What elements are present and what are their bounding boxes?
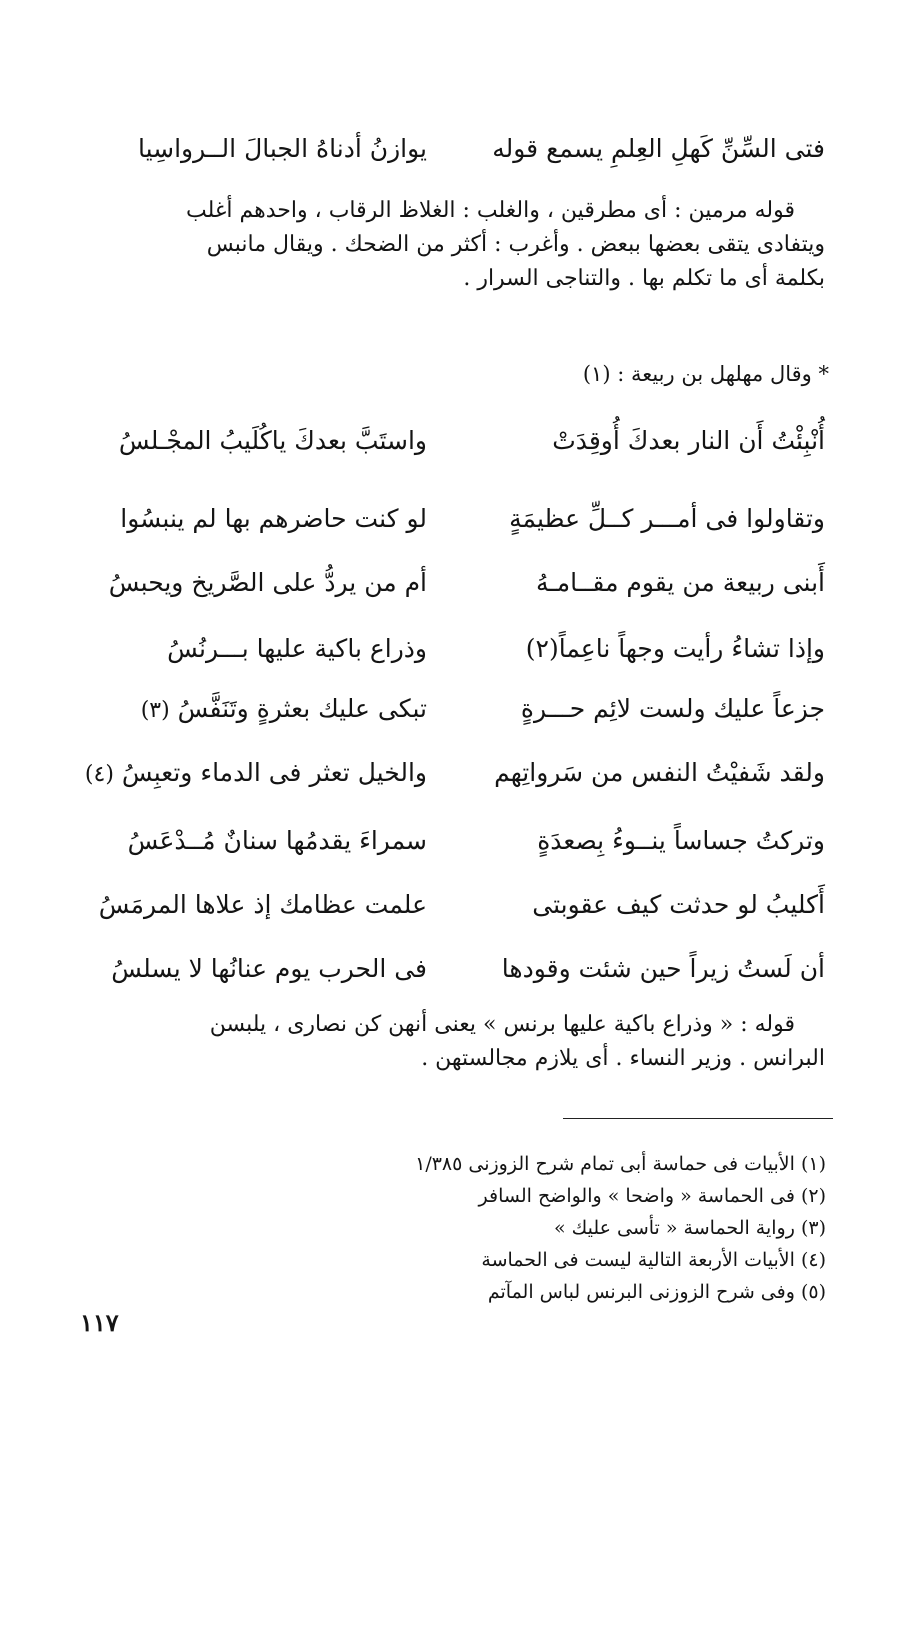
poem-verse	[70, 496, 825, 540]
verse-first-hemistich: جزعاً عليك ولست لائِم حـــرةٍ	[520, 693, 825, 723]
footnote: (٥) وفى شرح الزوزنى البرنس لباس المآتم	[487, 1281, 826, 1303]
commentary-paragraph	[70, 194, 825, 296]
verse-second-hemistich: والخيل تعثر فى الدماء وتعبِسُ (٤)	[84, 757, 427, 787]
poem-verse	[70, 818, 825, 862]
verse-second-hemistich: تبكى عليك بعثرةٍ وتَنَفَّسُ (٣)	[140, 693, 427, 723]
verse-second-hemistich: واستَبَّ بعدكَ ياكُلَيبُ المجْـلسُ	[118, 425, 427, 455]
verse-first-hemistich: وتركتُ جساساً ينــوءُ بِصعدَةٍ	[537, 825, 825, 855]
verse-first-hemistich: ولقد شَفيْتُ النفس من سَرواتِهم	[494, 757, 825, 787]
poem-verse	[70, 686, 825, 730]
poem-intro: * وقال مهلهل بن ربيعة : (١)	[582, 362, 829, 386]
commentary-line: قوله : « وذراع باكية عليها برنس » يعنى أنهن كن نصارى ، يلبسن	[209, 1012, 795, 1037]
poem-verse	[70, 882, 825, 926]
footnote: (٢) فى الحماسة « واضحا » والواضح السافر	[478, 1185, 826, 1207]
verse-second-hemistich: لو كنت حاضرهم بها لم ينبسُوا	[120, 503, 427, 533]
verse-second-hemistich: وذراع باكية عليها بـــرنُسُ	[167, 633, 427, 663]
verse-first-hemistich: فتى السِّنِّ كَهلِ العِلمِ يسمع قوله	[492, 133, 825, 163]
verse-second-hemistich: يوازنُ أدناهُ الجبالَ الــرواسِيا	[137, 133, 427, 163]
verse-first-hemistich: وتقاولوا فى أمـــر كــلِّ عظيمَةٍ	[509, 503, 825, 533]
verse-first-hemistich: أَبنى ربيعة من يقوم مقــامـهُ	[536, 567, 825, 597]
footnotes	[266, 1148, 826, 1308]
verse-first-hemistich: وإذا تشاءُ رأيت وجهاً ناعِماً(٢)	[525, 633, 825, 663]
page-number: ١١٧	[80, 1308, 119, 1337]
verse-second-hemistich: فى الحرب يوم عنانُها لا يسلسُ	[111, 953, 427, 983]
verse-first-hemistich: أُنْبِئْتُ أَن النار بعدكَ أُوقِدَتْ	[552, 425, 825, 455]
footnote-marker: (٣)	[140, 697, 170, 723]
verse-second-hemistich: سمراءَ يقدمُها سنانٌ مُــدْعَسُ	[127, 825, 427, 855]
footnote: (٤) الأبيات الأربعة التالية ليست فى الحماسة	[481, 1249, 826, 1271]
verse-second-hemistich: علمت عظامك إذ علاها المرمَسُ	[98, 889, 427, 919]
poem-verse	[70, 418, 825, 462]
poem-verse	[70, 750, 825, 794]
verse-first-hemistich: أن لَستُ زيراً حين شئت وقودها	[501, 953, 825, 983]
footnote-separator	[563, 1118, 833, 1119]
commentary-line: قوله مرمين : أى مطرقين ، والغلب : الغلاظ الرقاب ، واحدهم أغلب	[186, 198, 795, 223]
poem-verse	[70, 626, 825, 670]
commentary-line: ويتفادى يتقى بعضها ببعض . وأغرب : أكثر من الضحك . ويقال مانبس	[206, 232, 825, 257]
footnote: (٣) رواية الحماسة « تأسى عليك »	[553, 1217, 826, 1239]
footnote-marker: (٤)	[84, 761, 114, 787]
footnote: (١) الأبيات فى حماسة أبى تمام شرح الزوزنى ١/٣٨٥	[415, 1153, 826, 1175]
poem-verse	[70, 946, 825, 990]
opening-verse	[70, 126, 825, 170]
commentary-line: بكلمة أى ما تكلم بها . والتناجى السرار .	[463, 266, 825, 291]
poem-verse	[70, 560, 825, 604]
verse-second-hemistich: أم من يردُّ على الصَّريخ ويحبسُ	[108, 567, 427, 597]
verse-first-hemistich: أَكليبُ لو حدثت كيف عقوبتى	[532, 889, 825, 919]
commentary-line: البرانس . وزير النساء . أى يلازم مجالستهن .	[421, 1046, 825, 1071]
commentary-paragraph	[70, 1008, 825, 1076]
